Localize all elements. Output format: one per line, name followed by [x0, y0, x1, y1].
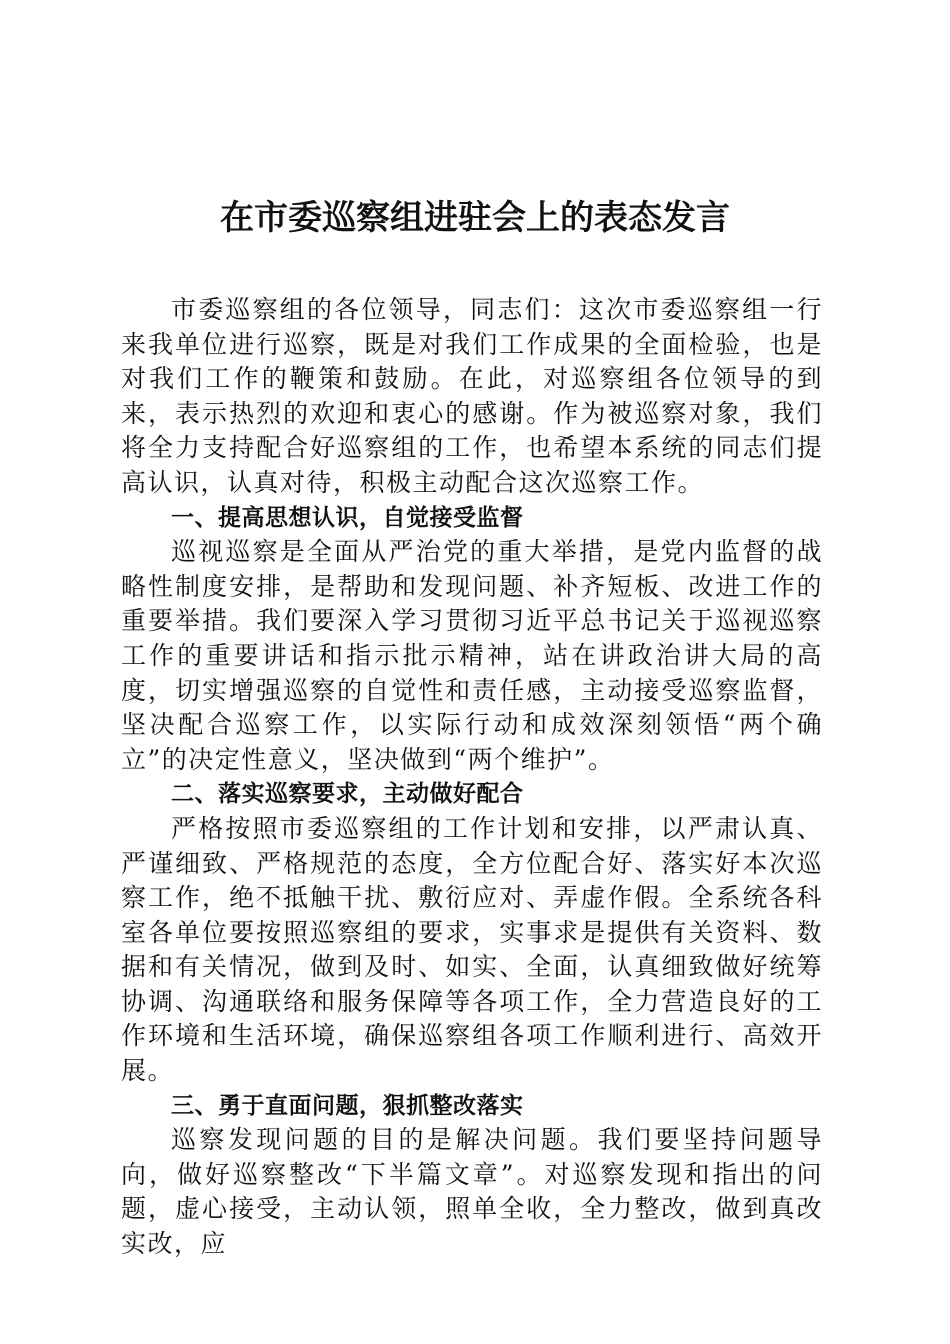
section-heading-1: 一、提高思想认识，自觉接受监督	[171, 504, 524, 531]
section-paragraph-2: 严格按照市委巡察组的工作计划和安排，以严肃认真、严谨细致、严格规范的态度，全方位配合好、落实好本次巡察工作，绝不抵触干扰、敷衍应对、弄虚作假。全系统各科室各单位要按照巡察组的要求，实事求是提供有关资料、数据和有关情况，做到及时、如实、全面，认真细致做好统筹协调、沟通联络和服务保障等各项工作，全力营造良好的工作环境和生活环境，确保巡察组各项工作顺利进行、高效开展。	[121, 813, 823, 1086]
document-title: 在市委巡察组进驻会上的表态发言	[220, 198, 730, 238]
section-heading-2: 二、落实巡察要求，主动做好配合	[171, 781, 524, 808]
intro-paragraph: 市委巡察组的各位领导，同志们：这次市委巡察组一行来我单位进行巡察，既是对我们工作成果的全面检验，也是对我们工作的鞭策和鼓励。在此，对巡察组各位领导的到来，表示热烈的欢迎和衷心的感谢。作为被巡察对象，我们将全力支持配合好巡察组的工作，也希望本系统的同志们提高认识，认真对待，积极主动配合这次巡察工作。	[121, 295, 823, 497]
section-paragraph-1: 巡视巡察是全面从严治党的重大举措，是党内监督的战略性制度安排，是帮助和发现问题、补齐短板、改进工作的重要举措。我们要深入学习贯彻习近平总书记关于巡视巡察工作的重要讲话和指示批示精神，站在讲政治讲大局的高度，切实增强巡察的自觉性和责任感，主动接受巡察监督，坚决配合巡察工作，以实际行动和成效深刻领悟“两个确立”的决定性意义，坚决做到“两个维护”。	[121, 537, 823, 774]
document-body	[121, 293, 823, 1262]
section-paragraph-3: 巡察发现问题的目的是解决问题。我们要坚持问题导向，做好巡察整改“下半篇文章”。对巡察发现和指出的问题，虚心接受，主动认领，照单全收，全力整改，做到真改实改，应	[121, 1125, 823, 1259]
section-heading-3: 三、勇于直面问题，狠抓整改落实	[171, 1092, 524, 1119]
